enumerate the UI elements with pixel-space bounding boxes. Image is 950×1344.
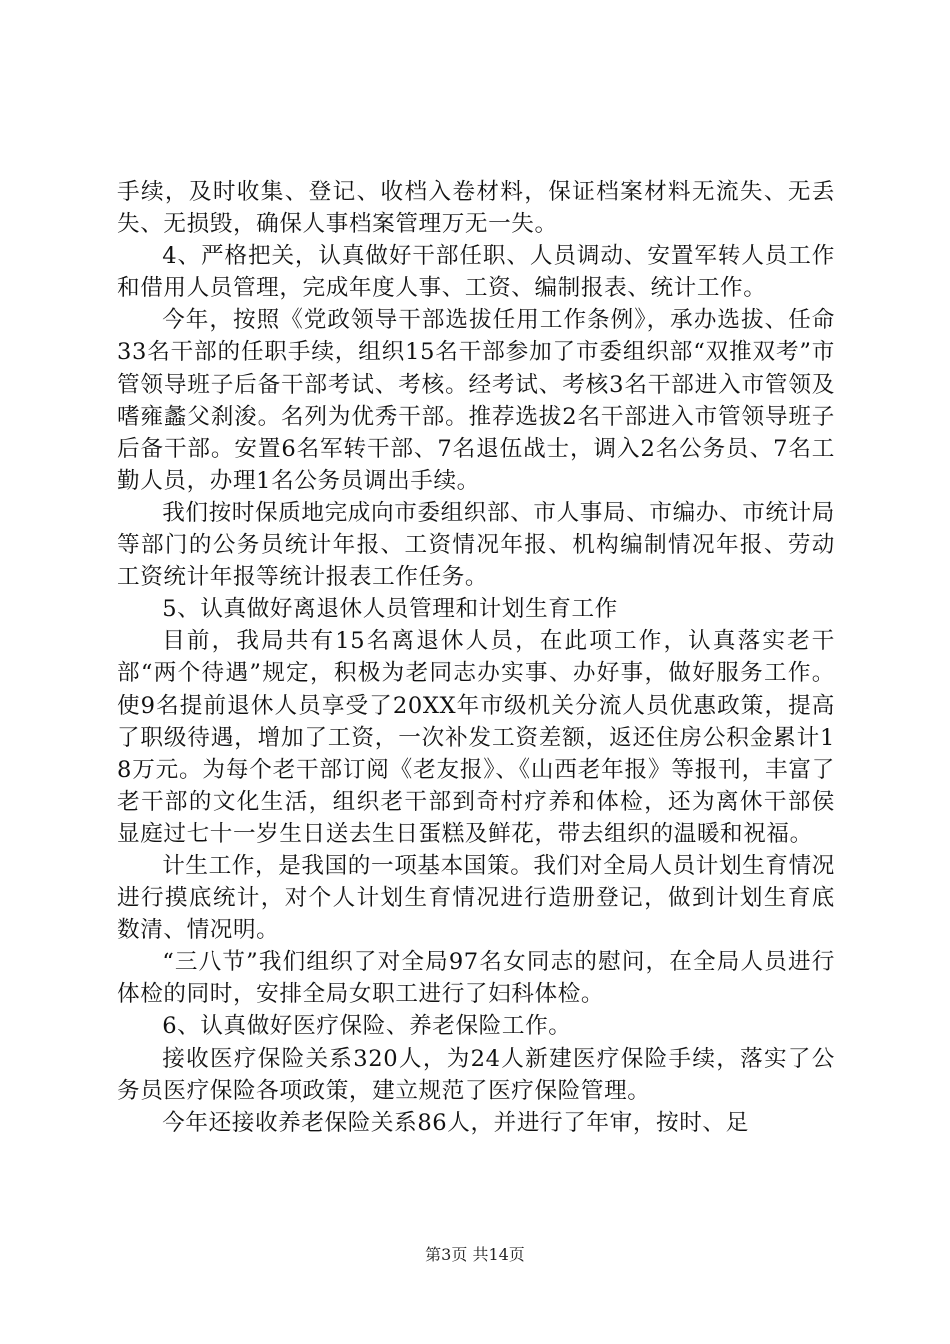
paragraph: 今年，按照《党政领导干部选拔任用工作条例》，承办选拔、任命33名干部的任职手续，组织15名干部参加了市委组织部“双推双考”市管领导班子后备干部考试、考核。经考试、考核3名干部进入市管领及嗜雍蠡父刹浚。名列为优秀干部。推荐选拔2名干部进入市管领导班子后备干部。安置6名军转干部、7名退伍战士，调入2名公务员、7名工勤人员，办理1名公务员调出手续。 <box>117 307 835 494</box>
paragraph: 手续，及时收集、登记、收档入卷材料，保证档案材料无流失、无丢失、无损毁，确保人事档案管理万无一失。 <box>117 179 835 238</box>
paragraph: 今年还接收养老保险关系86人，并进行了年审，按时、足 <box>162 1109 749 1136</box>
paragraph: 我们按时保质地完成向市委组织部、市人事局、市编办、市统计局等部门的公务员统计年报、工资情况年报、机构编制情况年报、劳动工资统计年报等统计报表工作任务。 <box>117 499 835 591</box>
section-heading: 5、认真做好离退休人员管理和计划生育工作 <box>162 596 618 623</box>
page-number-footer: 第3页 共14页 <box>425 1245 525 1264</box>
document-body <box>117 176 835 1139</box>
paragraph: “三八节”我们组织了对全局97名女同志的慰问，在全局人员进行体检的同时，安排全局女职工进行了妇科体检。 <box>117 949 835 1008</box>
paragraph: 接收医疗保险关系320人，为24人新建医疗保险手续，落实了公务员医疗保险各项政策，建立规范了医疗保险管理。 <box>117 1045 835 1104</box>
paragraph: 4、严格把关，认真做好干部任职、人员调动、安置军转人员工作和借用人员管理，完成年度人事、工资、编制报表、统计工作。 <box>117 243 835 302</box>
paragraph: 计生工作，是我国的一项基本国策。我们对全局人员计划生育情况进行摸底统计，对个人计划生育情况进行造册登记，做到计划生育底数清、情况明。 <box>117 852 835 944</box>
section-heading: 6、认真做好医疗保险、养老保险工作。 <box>162 1013 572 1040</box>
paragraph: 目前，我局共有15名离退休人员，在此项工作，认真落实老干部“两个待遇”规定，积极为老同志办实事、办好事，做好服务工作。使9名提前退休人员享受了20XX年市级机关分流人员优惠政策，提高了职级待遇，增加了工资，一次补发工资差额，返还住房公积金累计18万元。为每个老干部订阅《老友报》、《山西老年报》等报刊，丰富了老干部的文化生活，组织老干部到奇村疗养和体检，还为离休干部侯显庭过七十一岁生日送去生日蛋糕及鲜花，带去组织的温暖和祝福。 <box>117 628 835 847</box>
